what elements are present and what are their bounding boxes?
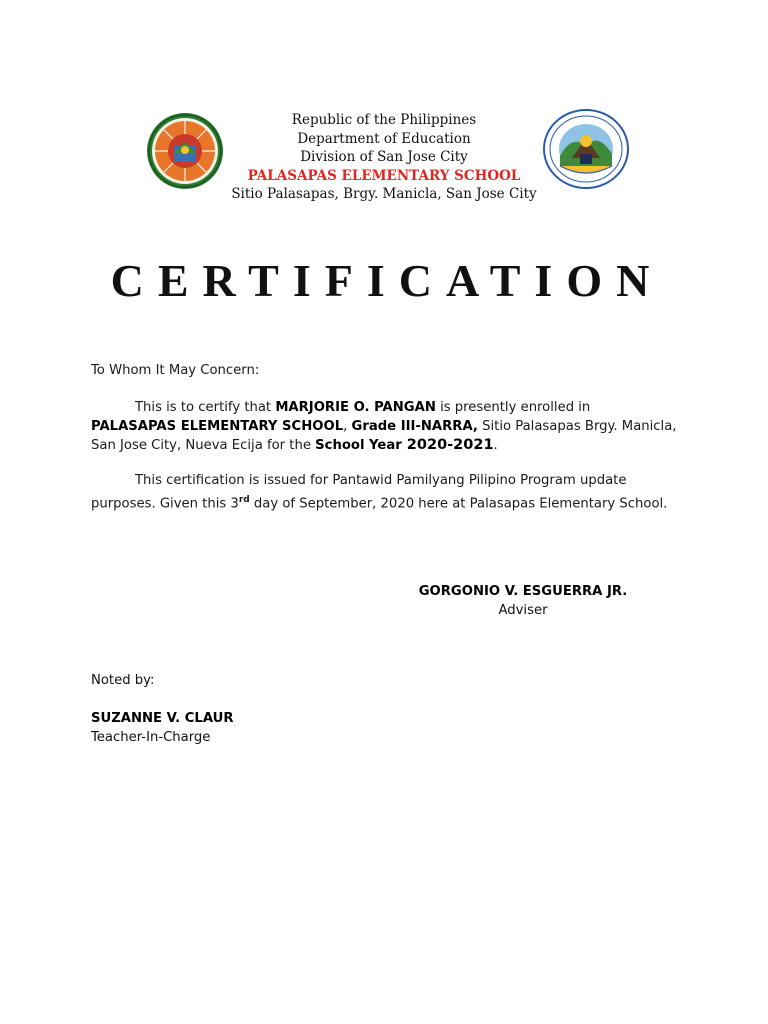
department-line: Department of Education	[297, 130, 471, 147]
school-year-label: School Year	[315, 438, 402, 453]
school-name: PALASAPAS ELEMENTARY SCHOOL	[247, 167, 521, 184]
noted-by-label: Noted by:	[91, 673, 155, 688]
text-fragment: is presently enrolled in	[435, 400, 591, 415]
teacher-in-charge-signature	[91, 709, 234, 747]
paragraph-purpose	[91, 472, 691, 513]
text-fragment: .	[493, 438, 498, 453]
adviser-signature	[380, 582, 666, 620]
school-name-bold: PALASAPAS ELEMENTARY SCHOOL	[91, 418, 344, 434]
ordinal-suffix: rd	[238, 494, 250, 505]
text-fragment: This certification is issued for Pantawid Pamilyang Pilipino Program update purposes. Given this 3	[91, 473, 627, 511]
adviser-title: Adviser	[498, 603, 548, 618]
letterhead	[184, 111, 584, 204]
page-title: CERTIFICATION	[110, 255, 664, 306]
paragraph-enrollment	[91, 399, 691, 456]
salutation: To Whom It May Concern:	[91, 363, 260, 378]
student-name: MARJORIE O. PANGAN	[275, 400, 436, 415]
school-year: 2020-2021	[401, 437, 494, 453]
school-address: Sitio Palasapas, Brgy. Manicla, San Jose City	[231, 186, 537, 202]
tic-name: SUZANNE V. CLAUR	[91, 711, 234, 726]
text-fragment: Sitio Palasapas Brgy. Manicla, San Jose City, Nueva Ecija for the	[91, 418, 677, 453]
adviser-name: GORGONIO V. ESGUERRA JR.	[418, 584, 628, 599]
tic-title: Teacher-In-Charge	[91, 730, 211, 745]
text-fragment: day of September, 2020 here at Palasapas Elementary School.	[249, 495, 668, 511]
division-line: Division of San Jose City	[300, 149, 468, 165]
grade-section: Grade III-NARRA,	[351, 418, 478, 434]
text-fragment: This is to certify that	[135, 400, 276, 415]
school-seal-icon	[542, 108, 630, 190]
text-fragment: ,	[343, 418, 352, 434]
republic-line: Republic of the Philippines	[291, 112, 477, 128]
